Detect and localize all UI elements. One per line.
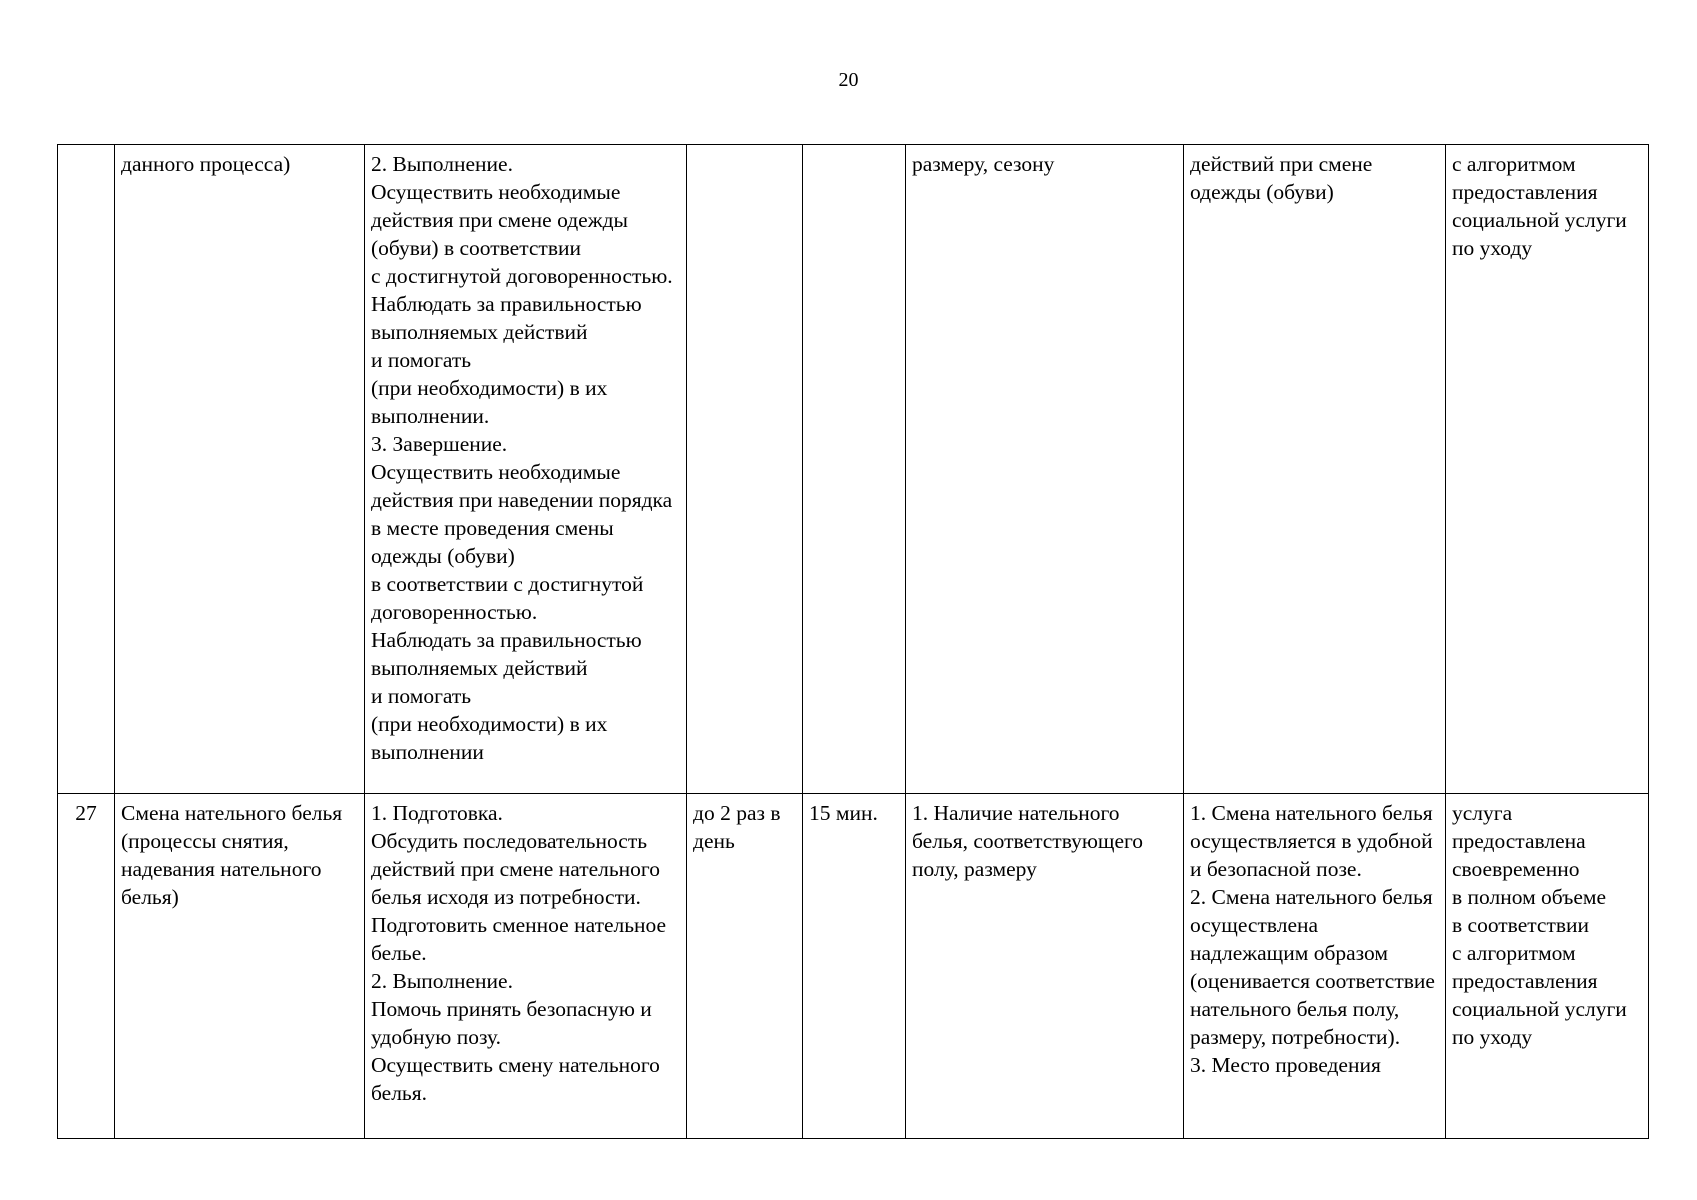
result-cell: услуга предоставлена своевременно в полном объеме в соответствии с алгоритмом предоставления социальной услуги по уходу <box>1446 794 1649 1139</box>
time-cell: 15 мин. <box>803 794 906 1139</box>
result-cell: с алгоритмом предоставления социальной услуги по уходу <box>1446 145 1649 794</box>
frequency-cell <box>687 145 803 794</box>
conditions-cell: 1. Наличие нательного белья, соответствующего полу, размеру <box>906 794 1184 1139</box>
service-name-cell: данного процесса) <box>115 145 365 794</box>
services-table <box>57 144 1649 1139</box>
quality-cell: 1. Смена нательного белья осуществляется в удобной и безопасной позе. 2. Смена нательного белья осуществлена надлежащим образом (оценивается соответствие нательного белья полу, размеру, потребности). 3. Место проведения <box>1184 794 1446 1139</box>
table-row <box>58 794 1649 1139</box>
row-number-cell <box>58 145 115 794</box>
service-name-cell: Смена нательного белья (процессы снятия, надевания нательного белья) <box>115 794 365 1139</box>
table-row <box>58 145 1649 794</box>
service-description-cell: 1. Подготовка. Обсудить последовательность действий при смене нательного белья исходя из потребности. Подготовить сменное нательное белье. 2. Выполнение. Помочь принять безопасную и удобную позу. Осуществить смену нательного белья. <box>365 794 687 1139</box>
row-number-cell: 27 <box>58 794 115 1139</box>
service-description-cell: 2. Выполнение. Осуществить необходимые действия при смене одежды (обуви) в соответствии с достигнутой договоренностью. Наблюдать за правильностью выполняемых действий и помогать (при необходимости) в их выполнении. 3. Завершение. Осуществить необходимые действия при наведении порядка в месте проведения смены одежды (обуви) в соответствии с достигнутой договоренностью. Наблюдать за правильностью выполняемых действий и помогать (при необходимости) в их выполнении <box>365 145 687 794</box>
time-cell <box>803 145 906 794</box>
quality-cell: действий при смене одежды (обуви) <box>1184 145 1446 794</box>
conditions-cell: размеру, сезону <box>906 145 1184 794</box>
page-number: 20 <box>838 69 859 91</box>
frequency-cell: до 2 раз в день <box>687 794 803 1139</box>
